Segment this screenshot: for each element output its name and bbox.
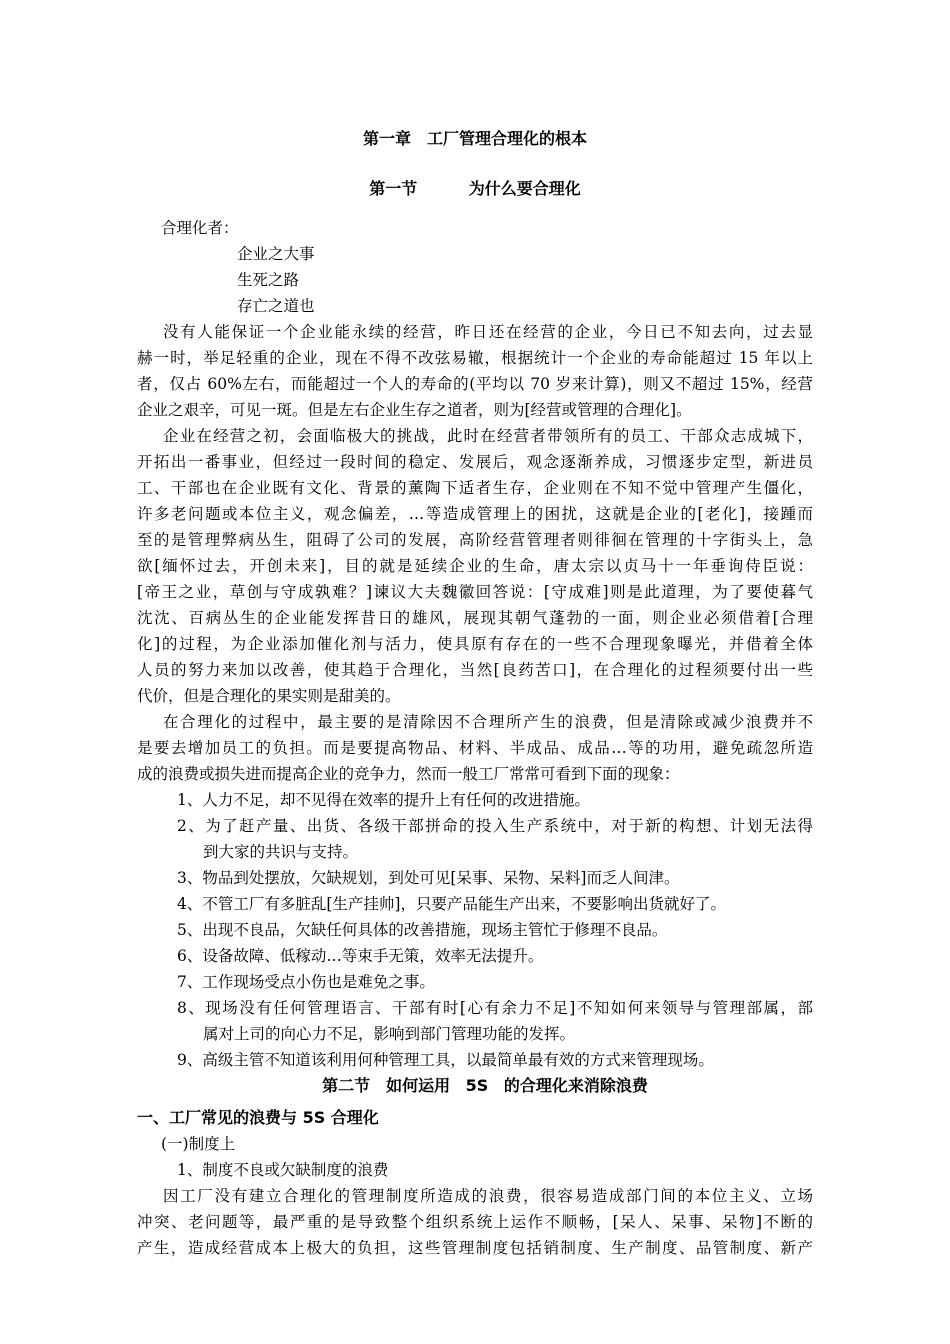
list-item: 6、设备故障、低稼动…等束手无策，效率无法提升。 [177, 947, 544, 965]
paragraph-line: 成的浪费或损失进而提高企业的竞争力，然而一般工厂常常可看到下面的现象： [137, 765, 680, 783]
paragraph-line: 产生，造成经营成本上极大的负担，这些管理制度包括销制度、生产制度、品管制度、新产 [137, 1239, 813, 1257]
list-item: 9、高级主管不知道该利用何种管理工具，以最简单最有效的方式来管理现场。 [177, 1051, 714, 1069]
paragraph-line: 在合理化的过程中，最主要的是清除因不合理所产生的浪费，但是清除或减少浪费并不 [163, 713, 813, 731]
list-item: 1、人力不足，却不见得在效率的提升上有任何的改进措施。 [177, 791, 590, 809]
list-item: 4、不管工厂有多脏乱[生产挂帅]，只要产品能生产出来，不要影响出货就好了。 [177, 895, 726, 913]
paragraph-line: 企业之艰辛，可见一斑。但是左右企业生存之道者，则为[经营或管理的合理化]。 [137, 401, 692, 419]
motto-line: 存亡之道也 [237, 297, 315, 315]
paragraph-line: 因工厂没有建立合理化的管理制度所造成的浪费，很容易造成部门间的本位主义、立场 [163, 1187, 813, 1205]
paragraph-line: 工、干部也在企业既有文化、背景的薰陶下适者生存，企业则在不知不觉中管理产生僵化， [137, 479, 813, 497]
list-item: 2、为了赶产量、出货、各级干部拼命的投入生产系统中，对于新的构想、计划无法得 [177, 817, 813, 835]
paragraph-line: 冲突、老问题等，最严重的是导致整个组织系统上运作不顺畅，[呆人、呆事、呆物]不断的 [137, 1213, 813, 1231]
list-item: 7、工作现场受点小伤也是难免之事。 [177, 973, 435, 991]
paragraph-line: 欲[缅怀过去，开创未来]，目的就是延续企业的生命，唐太宗以贞马十一年垂询侍臣说： [137, 557, 813, 575]
paragraph-line: 许多老问题或本位主义，观念偏差，…等造成管理上的困扰，这就是企业的[老化]，接踵而 [137, 505, 813, 523]
paragraph-line: [帝王之业，草创与守成孰难？]谏议大夫魏徽回答说：[守成难]则是此道理，为了要使暮气 [137, 583, 813, 601]
paragraph-line: 者，仅占 60%左右，而能超过一个人的寿命的(平均以 70 岁来计算)，则又不超过 15%，经营 [137, 375, 813, 393]
body-text [137, 215, 813, 1261]
list-item-continuation: 属对上司的向心力不足，影响到部门管理功能的发挥。 [203, 1025, 576, 1043]
paragraph-line: 沈沈、百病丛生的企业能发挥昔日的雄风，展现其朝气蓬勃的一面，则企业必须借着[合理 [137, 609, 813, 627]
paragraph-line: 企业在经营之初，会面临极大的挑战，此时在经营者带领所有的员工、干部众志成城下， [163, 427, 813, 445]
paragraph-line: 开拓出一番事业，但经过一段时间的稳定、发展后，观念逐渐养成，习惯逐步定型，新进员 [137, 453, 813, 471]
paragraph-line: 化]的过程，为企业添加催化剂与活力，使具原有存在的一些不合理现象曝光，并借着全体 [137, 635, 813, 653]
section-title: 第二节 如何运用 5S 的合理化来消除浪费 [322, 1076, 648, 1095]
paragraph-line: 代价，但是合理化的果实则是甜美的。 [137, 687, 401, 705]
motto-line: 企业之大事 [237, 245, 315, 263]
list-item: 3、物品到处摆放，欠缺规划，到处可见[呆事、呆物、呆料]而乏人间津。 [177, 869, 680, 887]
list-item-continuation: 到大家的共识与支持。 [203, 843, 359, 861]
list-item: 1、制度不良或欠缺制度的浪费 [177, 1161, 389, 1179]
intro-label: 合理化者： [161, 219, 239, 237]
paragraph-line: 没有人能保证一个企业能永续的经营，昨日还在经营的企业，今日已不知去向，过去显 [163, 323, 813, 341]
subsection-heading: 一、工厂常见的浪费与 5S 合理化 [137, 1108, 379, 1127]
list-item: 8、现场没有任何管理语言、干部有时[心有余力不足]不知如何来领导与管理部属，部 [177, 999, 813, 1017]
paragraph-line: 赫一时，举足轻重的企业，现在不得不改弦易辙，根据统计一个企业的寿命能超过 15 年以上 [137, 349, 813, 367]
subsection-label: (一)制度上 [161, 1135, 236, 1153]
list-item: 5、出现不良品，欠缺任何具体的改善措施，现场主管忙于修理不良品。 [177, 921, 668, 939]
paragraph-line: 人员的努力来加以改善，使其趋于合理化，当然[良药苦口]，在合理化的过程须要付出一些 [137, 661, 813, 679]
chapter-title: 第一章 工厂管理合理化的根本 [362, 129, 587, 148]
section-title: 第一节 为什么要合理化 [369, 179, 581, 198]
motto-line: 生死之路 [237, 271, 300, 289]
paragraph-line: 至的是管理弊病丛生，阻碍了公司的发展，高阶经营管理者则徘徊在管理的十字街头上，急 [137, 531, 813, 549]
paragraph-line: 是要去增加员工的负担。而是要提高物品、材料、半成品、成品…等的功用，避免疏忽所造 [137, 739, 813, 757]
